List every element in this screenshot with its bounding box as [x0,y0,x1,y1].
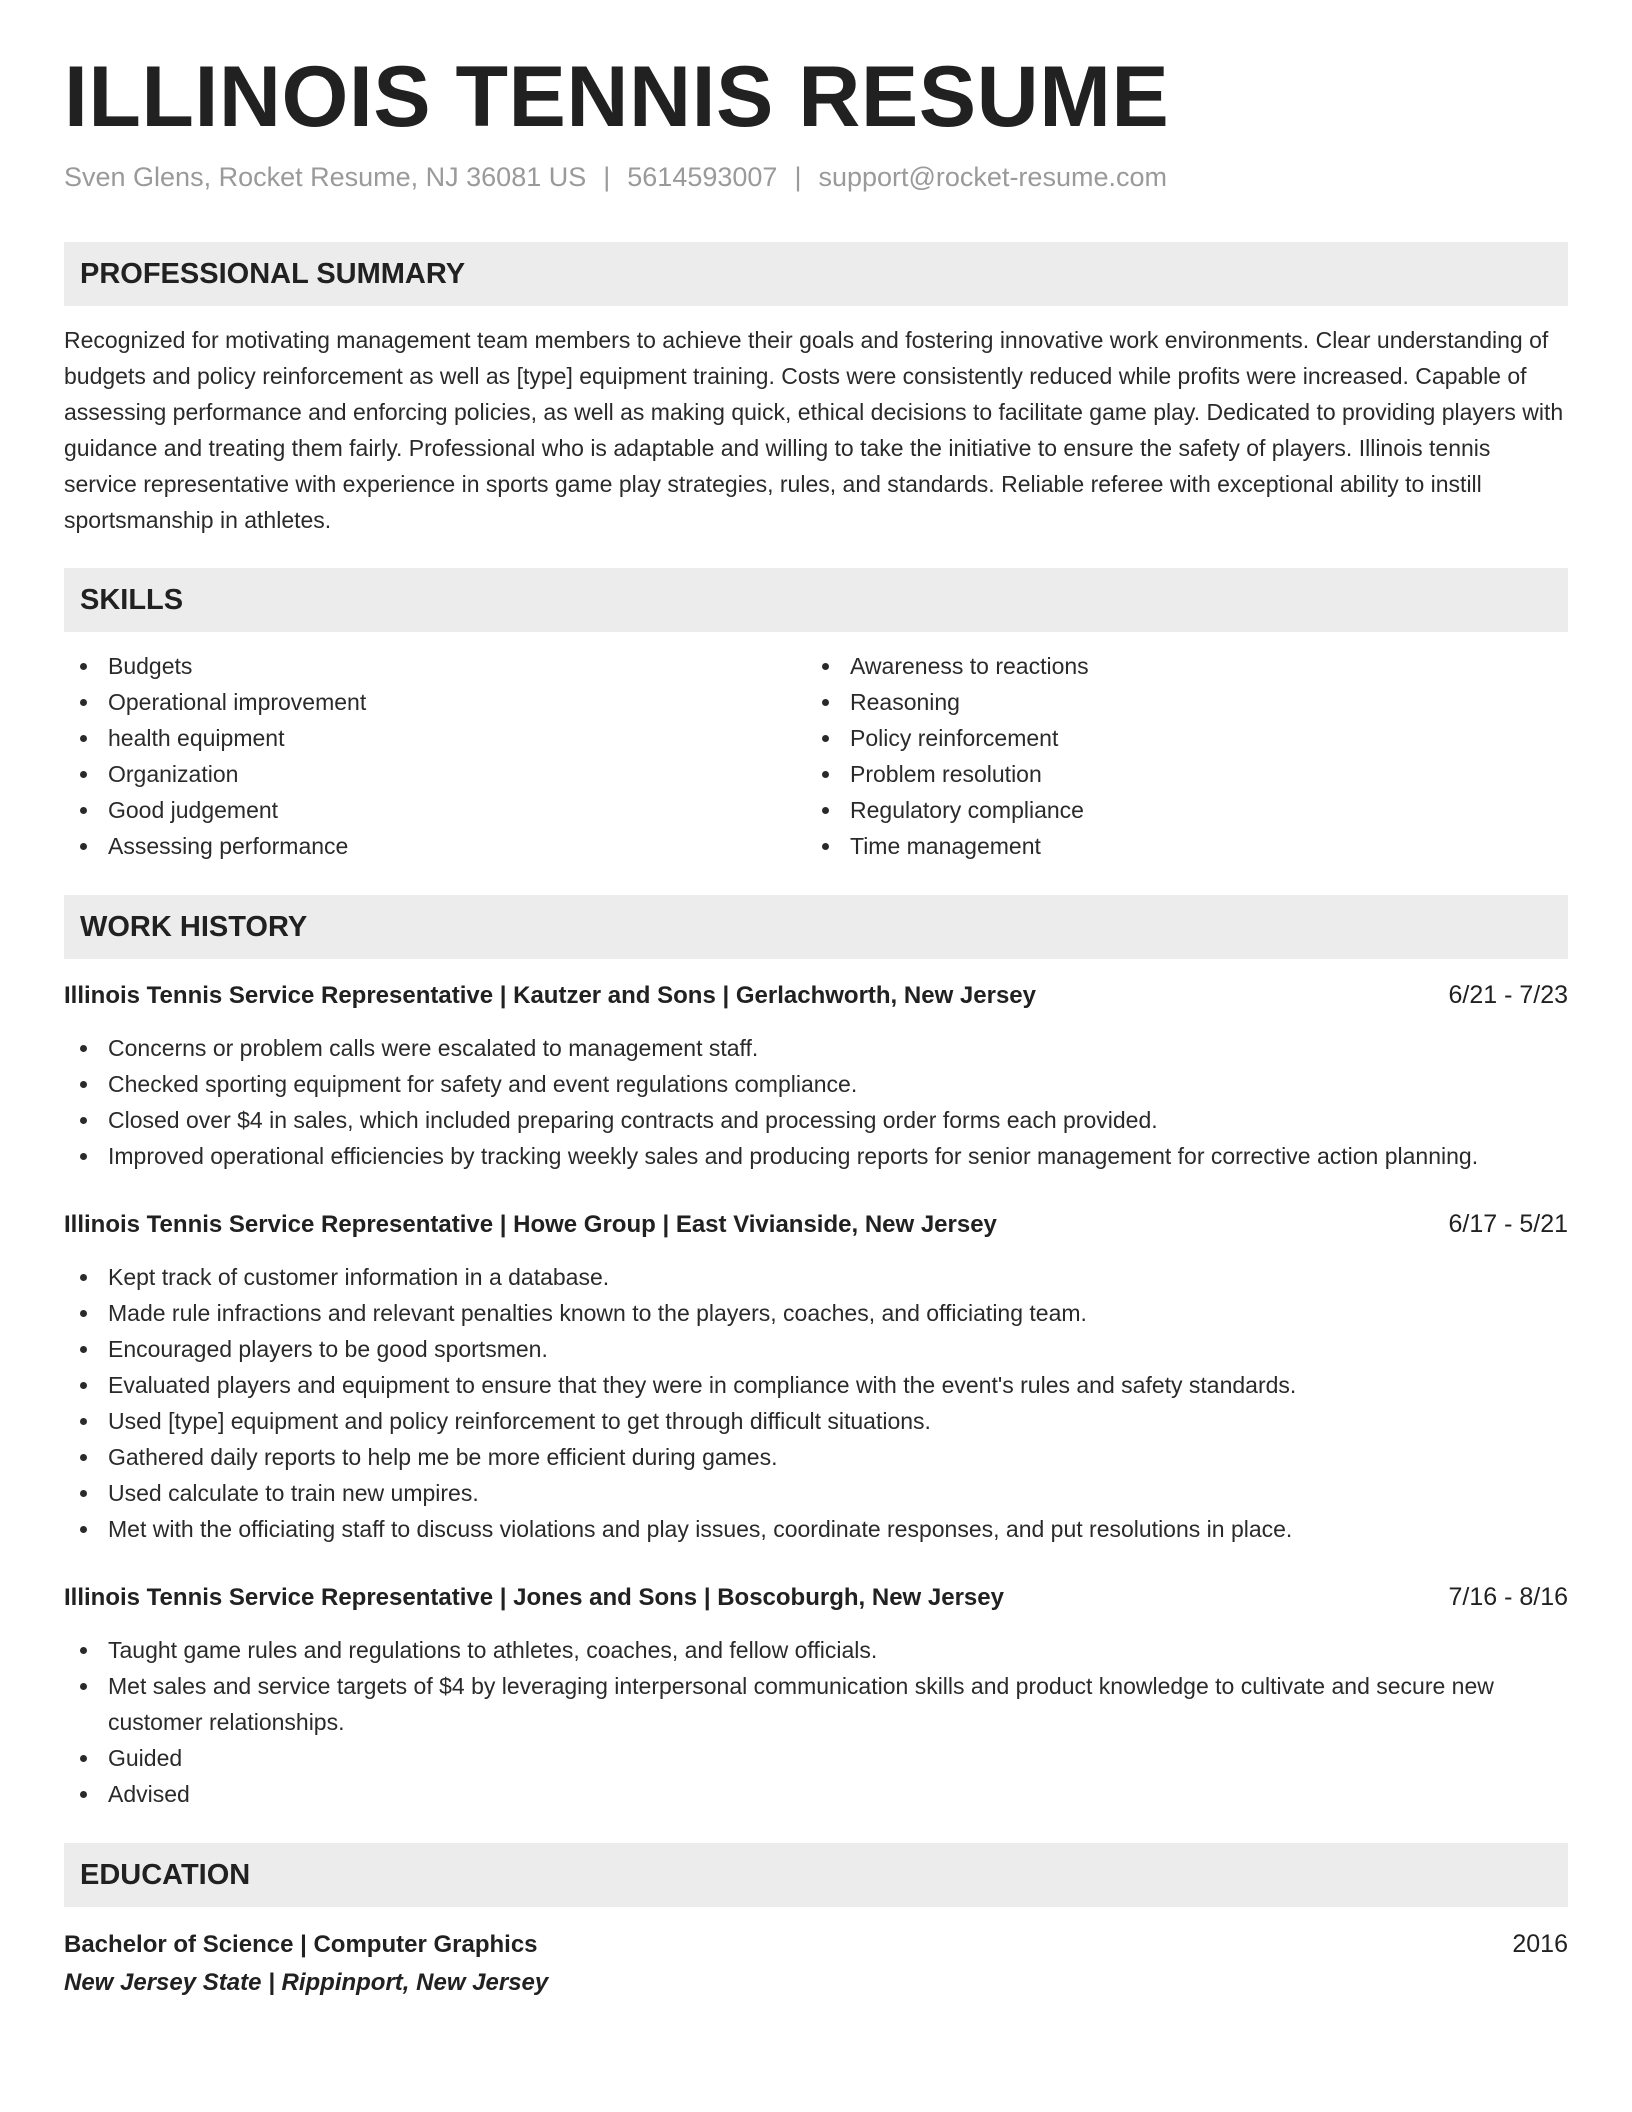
contact-address: Sven Glens, Rocket Resume, NJ 36081 US [64,162,587,192]
skill-item: Organization [64,756,806,792]
job-bullet: Used [type] equipment and policy reinforcement to get through difficult situations. [64,1403,1568,1439]
job-bullet: Closed over $4 in sales, which included preparing contracts and processing order forms each provided. [64,1102,1568,1138]
education-header [64,1925,1568,1964]
skill-item: Reasoning [806,684,1548,720]
job-bullet: Kept track of customer information in a database. [64,1259,1568,1295]
job-bullets [64,1259,1568,1547]
summary-text: Recognized for motivating management team members to achieve their goals and fostering innovative work environments. Clear understanding of budgets and policy reinforcement as well as [type] equipment training. Costs were consistently reduced while profits were increased. Capable of assessing performance and enforcing policies, as well as making quick, ethical decisions to facilitate game play. Dedicated to providing players with guidance and treating them fairly. Professional who is adaptable and willing to take the initiative to ensure the safety of players. Illinois tennis service representative with experience in sports game play strategies, rules, and standards. Reliable referee with exceptional ability to instill sportsmanship in athletes. [64,327,1564,533]
education-degree: Bachelor of Science | Computer Graphics [64,1931,538,1958]
education-heading: EDUCATION [64,1843,1568,1907]
job-bullet: Gathered daily reports to help me be more efficient during games. [64,1439,1568,1475]
skill-item: Regulatory compliance [806,792,1548,828]
job-entry [64,977,1568,1174]
job-bullet: Made rule infractions and relevant penalties known to the players, coaches, and officiating team. [64,1295,1568,1331]
job-bullets [64,1030,1568,1174]
job-bullet: Met sales and service targets of $4 by leveraging interpersonal communication skills and product knowledge to cultivate and secure new customer relationships. [64,1668,1568,1740]
job-bullet: Concerns or problem calls were escalated to management staff. [64,1030,1568,1066]
skills-heading: SKILLS [64,568,1568,632]
job-header [64,1579,1568,1616]
skill-item: Policy reinforcement [806,720,1548,756]
skills-column-right [806,648,1548,864]
skills-list [64,648,1568,864]
resume-page [64,49,1568,2002]
education-school: New Jersey State | Rippinport, New Jersey [64,1969,549,1996]
job-header [64,977,1568,1014]
job-bullet: Improved operational efficiencies by tracking weekly sales and producing reports for senior management for corrective action planning. [64,1138,1568,1174]
job-bullets [64,1632,1568,1812]
job-heading: Illinois Tennis Service Representative | Jones and Sons | Boscoburgh, New Jersey [64,1584,1004,1611]
education-year: 2016 [1512,1930,1568,1958]
job-dates: 6/21 - 7/23 [1448,981,1568,1009]
resume-title: ILLINOIS TENNIS RESUME [64,49,1170,145]
contact-separator: | [603,162,611,192]
job-bullet: Encouraged players to be good sportsmen. [64,1331,1568,1367]
job-bullet: Checked sporting equipment for safety and event regulations compliance. [64,1066,1568,1102]
skills-column-left [64,648,806,864]
job-bullet: Met with the officiating staff to discuss violations and play issues, coordinate responses, and put resolutions in place. [64,1511,1568,1547]
skill-item: Good judgement [64,792,806,828]
job-heading: Illinois Tennis Service Representative | Howe Group | East Vivianside, New Jersey [64,1211,997,1238]
skill-item: Problem resolution [806,756,1548,792]
skill-item: Operational improvement [64,684,806,720]
contact-phone: 5614593007 [627,162,778,192]
job-bullet: Evaluated players and equipment to ensure that they were in compliance with the event's rules and safety standards. [64,1367,1568,1403]
contact-line [64,164,1568,191]
education-entry [64,1925,1568,2002]
skill-item: Assessing performance [64,828,806,864]
skill-item: Time management [806,828,1548,864]
job-dates: 7/16 - 8/16 [1448,1583,1568,1611]
job-bullet: Advised [64,1776,1568,1812]
skill-item: health equipment [64,720,806,756]
job-entry [64,1579,1568,1812]
skill-item: Budgets [64,648,806,684]
job-heading: Illinois Tennis Service Representative | Kautzer and Sons | Gerlachworth, New Jersey [64,982,1036,1009]
contact-email: support@rocket-resume.com [818,162,1167,192]
job-header [64,1206,1568,1243]
job-bullet: Taught game rules and regulations to athletes, coaches, and fellow officials. [64,1632,1568,1668]
contact-separator: | [794,162,802,192]
job-bullet: Used calculate to train new umpires. [64,1475,1568,1511]
job-entry [64,1206,1568,1547]
job-bullet: Guided [64,1740,1568,1776]
work-history-heading: WORK HISTORY [64,895,1568,959]
job-dates: 6/17 - 5/21 [1448,1210,1568,1238]
skill-item: Awareness to reactions [806,648,1548,684]
summary-heading: PROFESSIONAL SUMMARY [64,242,1568,306]
